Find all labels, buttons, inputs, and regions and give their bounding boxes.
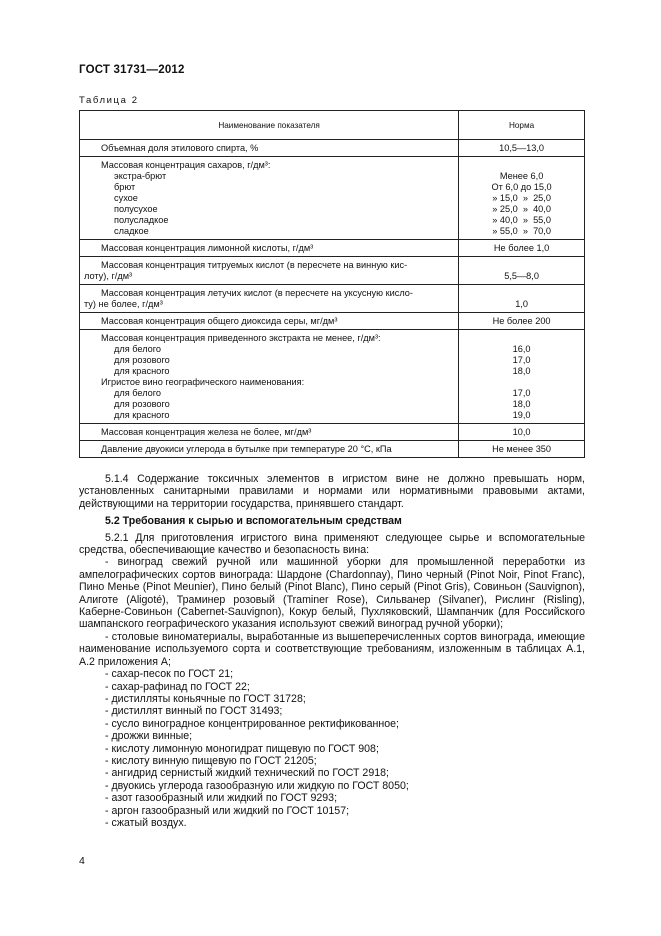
indicator-name-line: брют [114,182,136,192]
indicator-name-line: для белого [114,344,162,354]
norm-value-cell [459,424,585,441]
list-item: - дистиллят винный по ГОСТ 31493; [105,705,283,718]
list-item: - ангидрид сернистый жидкий технический по ГОСТ 2918; [105,767,389,780]
norm-value: 17,0 [512,388,531,398]
grapes-item: - виноград свежий ручной или машинной уборки для промышленной переработки из ампелографических сортов винограда: Шардоне (Chardonnay), Пино черный (Pinot Noir, Pinot Franc), Пино Менье (Pinot Meunier), Пино белый (Pinot Blanc), Пино серый (Pinot Gris), Совиньон (Sauvignon), Алиготе (Aligoté), Траминер розовый (Traminer Rose), Сильванер (Silvaner), Рислинг (Risling), Каберне-Совиньон (Cabernet-Sauvignon), Кокур белый, Пухляковский, Шампанчик (для Российского шампанского географического указания используют свежий виноград ручной уборки); [79,556,585,631]
norm-value: 10,0 [512,427,531,437]
indicator-name-line: Массовая концентрация сахаров, г/дм³: [101,160,271,170]
list-item: - дистилляты коньячные по ГОСТ 31728; [105,692,306,705]
norm-value: » 55,0 » 70,0 [492,226,551,236]
norm-value-cell [459,285,585,313]
norm-value: Менее 6,0 [499,171,544,181]
indicator-name-line: Массовая концентрация железа не более, мг/дм³ [101,427,312,437]
norm-value: 17,0 [512,355,531,365]
norm-value: » 40,0 » 55,0 [492,215,551,225]
table-row [80,140,585,157]
indicator-name-line: Игристое вино географического наименования: [101,377,305,387]
paragraph-5-1-4: 5.1.4 Содержание токсичных элементов в игристом вине не должно превышать норм, установленных санитарными правилами и нормами или нормативными правовыми актами, действующими на территории государства, принявшего стандарт. [79,473,585,510]
document-header: ГОСТ 31731—2012 [79,64,185,76]
indicator-name-cell [80,157,459,240]
list-item: - кислоту лимонную моногидрат пищевую по ГОСТ 908; [105,742,379,755]
list-item: - сусло виноградное концентрированное ректификованное; [105,717,399,730]
indicator-name-cell [80,140,459,157]
norm-value [463,377,580,388]
indicator-name-line: ту) не более, г/дм³ [84,299,163,309]
norm-value: 1,0 [515,299,528,309]
column-header-name: Наименование показателя [80,111,459,140]
list-item: - кислоту винную пищевую по ГОСТ 21205; [105,754,317,767]
indicator-name-cell [80,330,459,424]
norm-value: 18,0 [512,399,531,409]
indicator-name-line: Объемная доля этилового спирта, % [101,143,259,153]
indicator-name-line: экстра-брют [114,171,167,181]
indicator-name-line: Массовая концентрация приведенного экстракта не менее, г/дм³: [101,333,381,343]
norm-value: 5,5—8,0 [504,271,539,281]
norm-value-cell [459,257,585,285]
table-row [80,441,585,458]
list-item: - сахар-песок по ГОСТ 21; [105,668,234,681]
norm-value: » 15,0 » 25,0 [492,193,551,203]
indicator-name-cell [80,441,459,458]
norm-value: Не более 1,0 [493,243,550,253]
table-row [80,330,585,424]
indicator-name-line: полусладкое [114,215,169,225]
norm-value-cell [459,313,585,330]
norm-value: 16,0 [512,344,531,354]
norm-value: От 6,0 до 15,0 [491,182,552,192]
list-item: - двуокись углерода газообразную или жидкую по ГОСТ 8050; [105,779,409,792]
list-item: - азот газообразный или жидкий по ГОСТ 9293; [105,792,338,805]
indicator-name-line: Массовая концентрация общего диоксида серы, мг/дм³ [101,316,338,326]
norm-value: 18,0 [512,366,531,376]
norm-value: » 25,0 » 40,0 [492,204,551,214]
column-header-norm: Норма [459,111,585,140]
table-caption: Таблица 2 [79,95,139,106]
indicator-name-cell [80,285,459,313]
norm-value: Не более 200 [492,316,551,326]
body-text [79,473,585,829]
table-row [80,424,585,441]
indicator-name-line: лоту), г/дм³ [84,271,133,281]
table-row [80,157,585,240]
indicator-name-cell [80,424,459,441]
norm-value-cell [459,157,585,240]
norm-value-cell [459,330,585,424]
indicator-name-line: сухое [114,193,138,203]
indicator-name-cell [80,257,459,285]
indicator-name-line: Массовая концентрация летучих кислот (в пересчете на уксусную кисло- [101,288,413,298]
indicator-name-line: для белого [114,388,162,398]
requirements-table [79,110,585,458]
section-title-5-2: 5.2 Требования к сырью и вспомогательным средствам [105,515,402,528]
norm-value: 10,5—13,0 [499,143,545,153]
indicator-name-line: Давление двуокиси углерода в бутылке при температуре 20 °С, кПа [101,444,392,454]
wine-materials-item: - столовые виноматериалы, выработанные из вышеперечисленных сортов винограда, имеющие наименование используемого сорта и соответствующие требованиям, изложенным в таблицах А.1, А.2 приложения А; [79,630,585,668]
indicator-name-line: полусухое [114,204,158,214]
norm-value-cell [459,140,585,157]
table-header-row [80,111,585,140]
norm-value: Не менее 350 [492,444,552,454]
list-item: - сахар-рафинад по ГОСТ 22; [105,680,250,693]
norm-value-cell [459,240,585,257]
indicator-name-line: Массовая концентрация титруемых кислот (в пересчете на винную кис- [101,260,408,270]
list-item: - аргон газообразный или жидкий по ГОСТ 10157; [105,804,350,817]
table-row [80,313,585,330]
table-row [80,285,585,313]
list-item: - сжатый воздух. [105,816,187,829]
list-item: - дрожжи винные; [105,730,193,743]
norm-value: 19,0 [512,410,531,420]
norm-value [463,333,580,344]
page-number: 4 [79,855,85,867]
materials-list [79,668,585,829]
table-row [80,240,585,257]
table-row [80,257,585,285]
indicator-name-line: сладкое [114,226,149,236]
paragraph-5-2-1: 5.2.1 Для приготовления игристого вина применяют следующее сырье и вспомогательные средства, обеспечивающие качество и безопасность вина: [79,531,585,557]
norm-value [463,160,580,171]
indicator-name-cell [80,240,459,257]
indicator-name-line: для красного [114,410,170,420]
indicator-name-line: для розового [114,355,170,365]
indicator-name-line: для розового [114,399,170,409]
norm-value-cell [459,441,585,458]
indicator-name-cell [80,313,459,330]
indicator-name-line: для красного [114,366,170,376]
indicator-name-line: Массовая концентрация лимонной кислоты, г/дм³ [101,243,314,253]
